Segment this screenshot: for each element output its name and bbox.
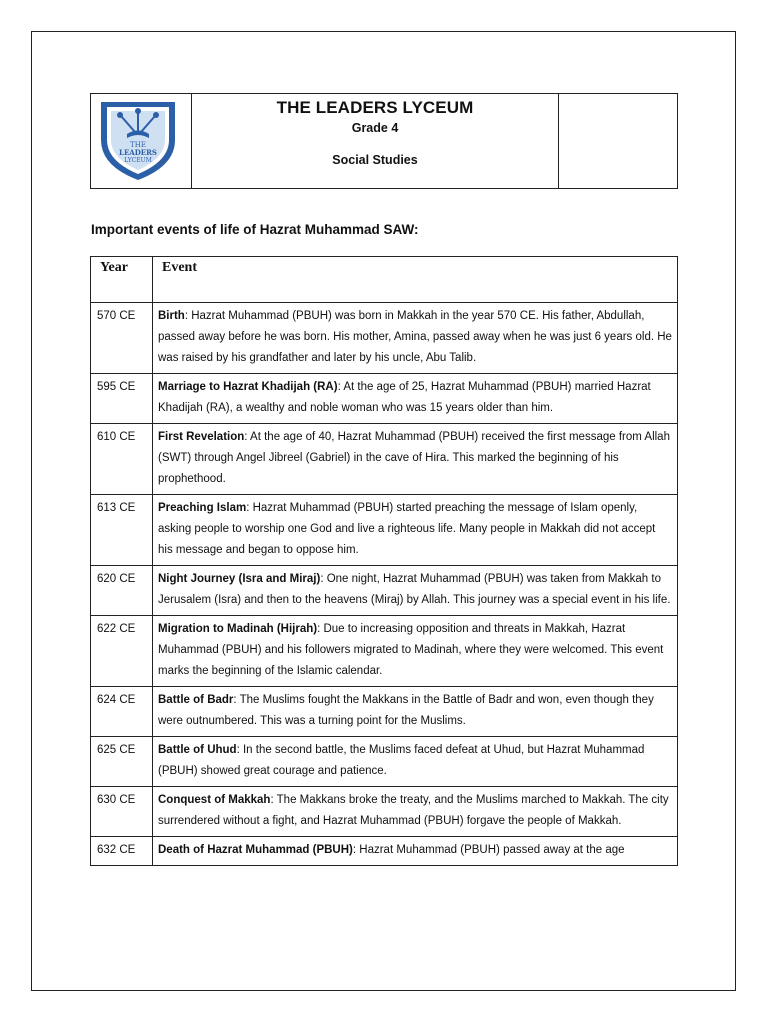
event-text: : Hazrat Muhammad (PBUH) passed away at the age xyxy=(352,844,625,856)
event-text: : The Muslims fought the Makkans in the Battle of Badr and won, even though they were outnumbered. This was a turning point for the Muslims. xyxy=(158,694,654,727)
school-logo-cell xyxy=(91,94,192,188)
year-cell: 570 CE xyxy=(91,303,153,374)
year-cell: 595 CE xyxy=(91,374,153,424)
grade-label: Grade 4 xyxy=(351,121,399,135)
year-cell: 630 CE xyxy=(91,787,153,837)
event-text: : One night, Hazrat Muhammad (PBUH) was taken from Makkah to Jerusalem (Isra) and then to the heavens (Miraj) by Allah. This journey was a special event in his life. xyxy=(158,573,671,606)
event-title: First Revelation xyxy=(158,431,245,443)
event-text: : Hazrat Muhammad (PBUH) was born in Makkah in the year 570 CE. His father, Abdullah, passed away before he was born. His mother, Amina, passed away when he was just 6 years old. He was raised by his grandfather and later by his uncle, Abu Talib. xyxy=(158,310,672,364)
year-cell: 620 CE xyxy=(91,566,153,616)
subject-label: Social Studies xyxy=(332,153,418,167)
table-row xyxy=(91,787,678,837)
column-header-year: Year xyxy=(91,257,153,303)
header-empty-cell xyxy=(559,94,677,188)
column-header-event: Event xyxy=(153,257,678,303)
event-cell xyxy=(153,616,678,687)
event-text: : The Makkans broke the treaty, and the Muslims marched to Makkah. The city surrendered without a fight, and Hazrat Muhammad (PBUH) forgave the people of Makkah. xyxy=(158,794,669,827)
school-logo-crest-icon xyxy=(91,94,191,188)
table-row xyxy=(91,566,678,616)
year-cell: 610 CE xyxy=(91,424,153,495)
event-text: : Due to increasing opposition and threats in Makkah, Hazrat Muhammad (PBUH) and his followers migrated to Madinah, where they were welcomed. This event marks the beginning of the Islamic calendar. xyxy=(158,623,664,677)
year-cell: 632 CE xyxy=(91,837,153,866)
table-row xyxy=(91,374,678,424)
event-title: Battle of Badr xyxy=(158,694,234,706)
year-cell: 622 CE xyxy=(91,616,153,687)
event-title: Death of Hazrat Muhammad (PBUH) xyxy=(158,844,353,856)
header-table xyxy=(90,93,678,189)
event-title: Night Journey (Isra and Miraj) xyxy=(158,573,321,585)
table-row xyxy=(91,737,678,787)
event-cell xyxy=(153,495,678,566)
event-title: Migration to Madinah (Hijrah) xyxy=(158,623,318,635)
svg-text:THE: THE xyxy=(130,141,146,149)
table-row xyxy=(91,687,678,737)
event-title: Birth xyxy=(158,310,185,322)
year-cell: 625 CE xyxy=(91,737,153,787)
table-row xyxy=(91,616,678,687)
event-cell xyxy=(153,374,678,424)
events-table xyxy=(90,256,678,866)
event-cell xyxy=(153,566,678,616)
event-title: Conquest of Makkah xyxy=(158,794,271,806)
event-text: : In the second battle, the Muslims faced defeat at Uhud, but Hazrat Muhammad (PBUH) showed great courage and patience. xyxy=(158,744,645,777)
table-row xyxy=(91,495,678,566)
event-cell xyxy=(153,424,678,495)
event-cell xyxy=(153,687,678,737)
year-cell: 624 CE xyxy=(91,687,153,737)
table-row xyxy=(91,837,678,866)
event-cell xyxy=(153,787,678,837)
event-title: Battle of Uhud xyxy=(158,744,237,756)
event-cell xyxy=(153,303,678,374)
event-cell xyxy=(153,837,678,866)
school-name: THE LEADERS LYCEUM xyxy=(276,98,474,117)
event-title: Marriage to Hazrat Khadijah (RA) xyxy=(158,381,338,393)
table-row xyxy=(91,303,678,374)
event-text: : Hazrat Muhammad (PBUH) started preaching the message of Islam openly, asking people to worship one God and live a righteous life. Many people in Makkah did not accept his message and began to oppose him. xyxy=(158,502,656,556)
event-text: : At the age of 25, Hazrat Muhammad (PBUH) married Hazrat Khadijah (RA), a wealthy and noble woman who was 15 years older than him. xyxy=(158,381,651,414)
svg-text:LEADERS: LEADERS xyxy=(119,148,157,157)
svg-text:LYCEUM: LYCEUM xyxy=(124,157,152,164)
year-cell: 613 CE xyxy=(91,495,153,566)
event-cell xyxy=(153,737,678,787)
table-row xyxy=(91,424,678,495)
event-text: : At the age of 40, Hazrat Muhammad (PBUH) received the first message from Allah (SWT) through Angel Jibreel (Gabriel) in the cave of Hira. This marked the beginning of his prophethood. xyxy=(158,431,670,485)
header-title-cell xyxy=(192,94,559,188)
table-header-row xyxy=(91,257,678,303)
event-title: Preaching Islam xyxy=(158,502,247,514)
section-heading: Important events of life of Hazrat Muhammad SAW: xyxy=(91,222,419,237)
